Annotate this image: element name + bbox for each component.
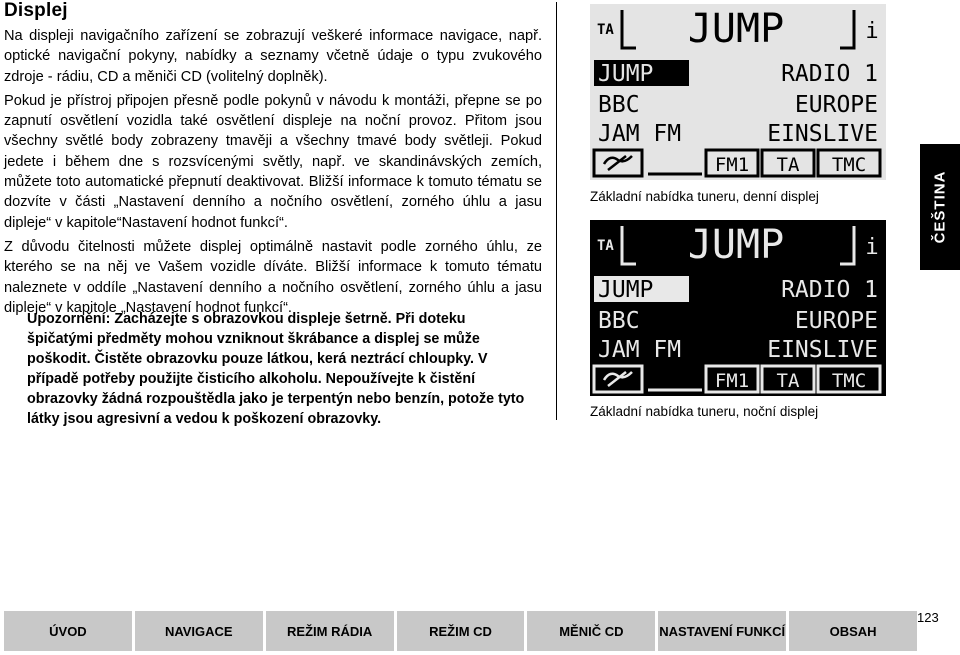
- caption-day: Základní nabídka tuneru, denní displej: [590, 189, 819, 204]
- station-europe: EUROPE: [794, 308, 878, 334]
- display-day-svg: [590, 4, 886, 180]
- nav-obsah[interactable]: OBSAH: [789, 611, 917, 651]
- station-einslive: EINSLIVE: [767, 121, 878, 147]
- bottom-nav: [4, 611, 917, 651]
- button-tmc: TMC: [831, 370, 867, 392]
- station-jump: JUMP: [598, 277, 654, 303]
- tuner-display-night: [590, 220, 886, 396]
- display-night-svg: [590, 220, 886, 396]
- page-number: 123: [917, 610, 939, 625]
- station-bbc: BBC: [598, 308, 640, 334]
- ta-icon: TA: [597, 22, 614, 38]
- caption-night: Základní nabídka tuneru, noční displej: [590, 404, 819, 419]
- language-tab: [920, 144, 960, 270]
- body-text: [4, 26, 542, 322]
- button-tmc: TMC: [831, 154, 867, 176]
- station-jamfm: JAM FM: [598, 337, 682, 363]
- station-einslive: EINSLIVE: [767, 337, 878, 363]
- station-radio1: RADIO 1: [781, 277, 878, 303]
- button-fm1: FM1: [714, 154, 750, 176]
- warning-text: Upozornění: Zacházejte s obrazovkou displeje šetrně. Při doteku špičatými předměty mohou vzniknout škrábance a displej se může poškodit. Čistěte obrazovku pouze látkou, kerá neztrácí chloupky. V případě potřeby použijte čisticího alkoholu. Nepoužívejte k čistění obrazovky žádná rozpouštědla jako je terpentýn nebo benzín, potože tyto látky jsou agresivní a vedou k poškození obrazovky.: [27, 311, 525, 427]
- page-title: Displej: [4, 0, 68, 21]
- paragraph-viewing-angle: Z důvodu čitelnosti můžete displej optimálně nastavit podle zorného úhlu, ze kterého se na něj ve Vašem vozidle díváte. Bližší informace k tomuto tématu naleznete v oddíle „Nastavení denního a nočního osvětlení, zorného úhlu a jasu dipleje“ v kapitole „Nastavení hodnot funkcí“.: [4, 238, 542, 316]
- paragraph-night-mode: Pokud je přístroj připojen přesně podle pokynů v návodu k montáži, přepne se po zapnutí osvětlení vozidla také osvětlení displeje na noční provoz. Přitom jsou všechny světlé body zobrazeny tmavěji a všechny tmavé body světleji. Pokud jedete i během dne s rozsvícenými světly, např. ve skandinávských zemích, můžete toto automatické přepnutí deaktivovat. Bližší informace k tomuto tématu se dozvíte v části „Nastavení denního a nočního osvětlení, zorného úhlu a jasu dipleje“ v kapitole“Nastavení hodnot funkcí“.: [4, 92, 542, 231]
- button-ta: TA: [776, 154, 800, 176]
- nav-navigace[interactable]: NAVIGACE: [135, 611, 263, 651]
- column-divider: [556, 2, 557, 420]
- paragraph-intro: Na displeji navigačního zařízení se zobrazují veškeré informace navigace, např. optické navigační pokyny, nabídky a seznamy včetně údaje o typu zvukového zdroje - rádiu, CD a měniči CD (volitelný doplněk).: [4, 28, 542, 85]
- station-bbc: BBC: [598, 92, 640, 118]
- info-icon: i: [865, 235, 879, 260]
- nav-nastaveni-funkci[interactable]: NASTAVENÍ FUNKCÍ: [658, 611, 786, 651]
- station-europe: EUROPE: [794, 92, 878, 118]
- tuner-display-day: [590, 4, 886, 180]
- display-header: JUMP: [687, 6, 785, 52]
- station-jump: JUMP: [598, 61, 654, 87]
- nav-uvod[interactable]: ÚVOD: [4, 611, 132, 651]
- language-tab-label: ČEŠTINA: [931, 170, 949, 244]
- nav-menic-cd[interactable]: MĚNIČ CD: [527, 611, 655, 651]
- station-radio1: RADIO 1: [781, 61, 878, 87]
- ta-icon: TA: [597, 238, 614, 254]
- display-header: JUMP: [687, 222, 785, 268]
- button-ta: TA: [776, 370, 800, 392]
- nav-rezim-radia[interactable]: REŽIM RÁDIA: [266, 611, 394, 651]
- button-fm1: FM1: [714, 370, 750, 392]
- station-jamfm: JAM FM: [598, 121, 682, 147]
- info-icon: i: [865, 19, 879, 44]
- nav-rezim-cd[interactable]: REŽIM CD: [397, 611, 525, 651]
